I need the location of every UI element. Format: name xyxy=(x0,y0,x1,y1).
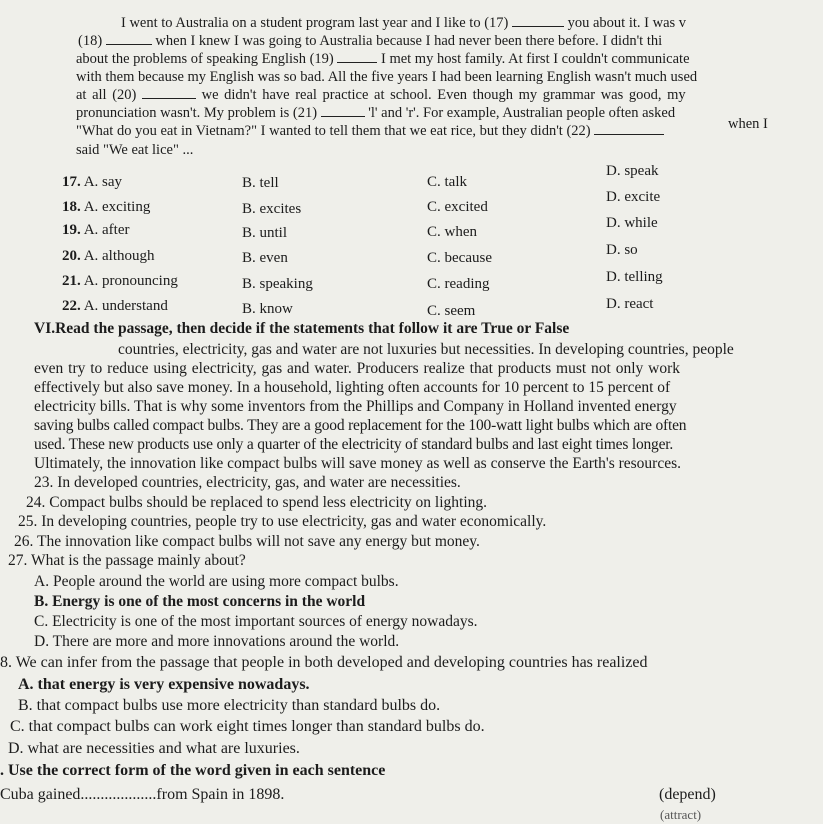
option-b[interactable]: B. excites xyxy=(242,201,302,217)
option-d[interactable]: D. speak xyxy=(606,163,659,179)
option-c[interactable]: C. when xyxy=(427,224,477,240)
text: with them because my English was so bad. All the five years I had been learning English wasn't much used xyxy=(76,69,698,85)
question-number: 17. xyxy=(62,174,81,190)
option-a[interactable]: A. exciting xyxy=(83,199,151,215)
passage2-line: saving bulbs called compact bulbs. They are a good replacement for the 100-watt light bulbs which are often xyxy=(34,417,687,434)
blank-21[interactable] xyxy=(321,104,365,117)
passage-line-8 xyxy=(76,141,193,159)
text: when I xyxy=(728,116,768,132)
passage-line-6 xyxy=(76,104,675,122)
passage-line-5 xyxy=(76,86,686,104)
question-number: 22. xyxy=(62,298,81,314)
text: we didn't have real practice at school. Even though my grammar was good, my xyxy=(201,87,686,103)
given-word-depend: (depend) xyxy=(659,786,716,803)
option-c[interactable]: C. seem xyxy=(427,303,476,319)
section-7-heading: . Use the correct form of the word given in each sentence xyxy=(0,762,386,779)
option-d[interactable]: D. excite xyxy=(606,189,661,205)
text: "What do you eat in Vietnam?" I wanted to tell them that we eat rice, but they didn't (22) xyxy=(76,123,591,139)
passage2-line: even try to reduce using electricity, gas and water. Producers realize that products must not only work xyxy=(34,360,680,377)
statement-23: 23. In developed countries, electricity, gas, and water are necessities. xyxy=(34,474,461,491)
option-b[interactable]: B. tell xyxy=(242,175,279,191)
text: (18) xyxy=(78,33,103,49)
option-a[interactable]: A. understand xyxy=(83,298,168,314)
option-c[interactable]: C. because xyxy=(427,250,492,266)
option-b[interactable]: B. speaking xyxy=(242,276,313,292)
option-d[interactable]: D. while xyxy=(606,215,658,231)
text: 'l' and 'r'. For example, Australian people often asked xyxy=(368,105,676,121)
blank-20[interactable] xyxy=(142,86,196,99)
option-c[interactable]: C. excited xyxy=(427,199,488,215)
statement-24: 24. Compact bulbs should be replaced to spend less electricity on lighting. xyxy=(26,494,488,511)
text: you about it. I was v xyxy=(567,15,687,31)
text: Cuba gained xyxy=(0,786,81,803)
text: I met my host family. At first I couldn't communicate xyxy=(380,51,690,67)
option-a[interactable]: A. pronouncing xyxy=(83,273,178,289)
q27-option-a[interactable]: A. People around the world are using more compact bulbs. xyxy=(34,573,399,590)
q28-option-d[interactable]: D. what are necessities and what are luxuries. xyxy=(8,740,300,757)
q28-option-a[interactable]: A. that energy is very expensive nowadays. xyxy=(18,676,310,693)
question-number: 21. xyxy=(62,273,81,289)
blank-22[interactable] xyxy=(594,122,664,135)
text: I went to Australia on a student program last year and I like to (17) xyxy=(121,15,509,31)
statement-25: 25. In developing countries, people try to use electricity, gas and water economically. xyxy=(18,513,547,530)
q28-option-c[interactable]: C. that compact bulbs can work eight times longer than standard bulbs do. xyxy=(10,718,485,735)
word-form-sentence-1 xyxy=(0,786,284,804)
option-d[interactable]: D. so xyxy=(606,242,638,258)
section-6-heading: VI.Read the passage, then decide if the statements that follow it are True or False xyxy=(34,320,570,337)
text: from Spain in 1898. xyxy=(156,786,285,803)
answer-blank[interactable]: ................... xyxy=(80,786,157,803)
given-word-attract: (attract) xyxy=(660,807,702,822)
question-number: 19. xyxy=(62,222,81,238)
q27-option-d[interactable]: D. There are more and more innovations around the world. xyxy=(34,633,400,650)
option-b[interactable]: B. know xyxy=(242,301,293,317)
option-b[interactable]: B. even xyxy=(242,250,288,266)
passage2-line: electricity bills. That is why some inventors from the Phillips and Company in Holland invented energy xyxy=(34,398,677,415)
q28-option-b[interactable]: B. that compact bulbs use more electricity than standard bulbs do. xyxy=(18,697,441,714)
passage-line-6b xyxy=(728,115,768,133)
blank-18[interactable] xyxy=(106,32,152,45)
text: pronunciation wasn't. My problem is (21) xyxy=(76,105,318,121)
question-28: 8. We can infer from the passage that people in both developed and developing countries has realized xyxy=(0,654,648,671)
passage2-line: used. These new products use only a quarter of the electricity of standard bulbs and last eight times longer. xyxy=(34,436,674,453)
passage-line-2 xyxy=(78,32,662,50)
q27-option-b[interactable]: B. Energy is one of the most concerns in the world xyxy=(34,593,366,610)
text: when I knew I was going to Australia because I had never been there before. I didn't thi xyxy=(155,33,663,49)
option-a[interactable]: A. although xyxy=(83,248,155,264)
passage-line-4 xyxy=(76,68,697,86)
passage-line-1 xyxy=(121,14,686,32)
option-a[interactable]: A. after xyxy=(83,222,130,238)
question-27: 27. What is the passage mainly about? xyxy=(8,552,246,569)
option-c[interactable]: C. talk xyxy=(427,174,467,190)
option-d[interactable]: D. telling xyxy=(606,269,663,285)
blank-17[interactable] xyxy=(512,14,564,27)
text: said "We eat lice" ... xyxy=(76,142,194,158)
statement-26: 26. The innovation like compact bulbs will not save any energy but money. xyxy=(14,533,480,550)
q27-option-c[interactable]: C. Electricity is one of the most important sources of energy nowadays. xyxy=(34,613,478,630)
text: about the problems of speaking English (19) xyxy=(76,51,334,67)
blank-19[interactable] xyxy=(337,50,377,63)
option-c[interactable]: C. reading xyxy=(427,276,490,292)
passage-line-3 xyxy=(76,50,690,68)
passage-line-7 xyxy=(76,122,664,140)
question-number: 18. xyxy=(62,199,81,215)
passage2-line: countries, electricity, gas and water are not luxuries but necessities. In developing countries, people xyxy=(118,341,734,358)
passage2-line: effectively but also save money. In a household, lighting often accounts for 10 percent to 15 percent of xyxy=(34,379,671,396)
question-number: 20. xyxy=(62,248,81,264)
option-b[interactable]: B. until xyxy=(242,225,288,241)
option-d[interactable]: D. react xyxy=(606,296,654,312)
text: at all (20) xyxy=(76,87,137,103)
passage2-line: Ultimately, the innovation like compact bulbs will save money as well as conserve the Earth's resources. xyxy=(34,455,682,472)
option-a[interactable]: A. say xyxy=(83,174,123,190)
